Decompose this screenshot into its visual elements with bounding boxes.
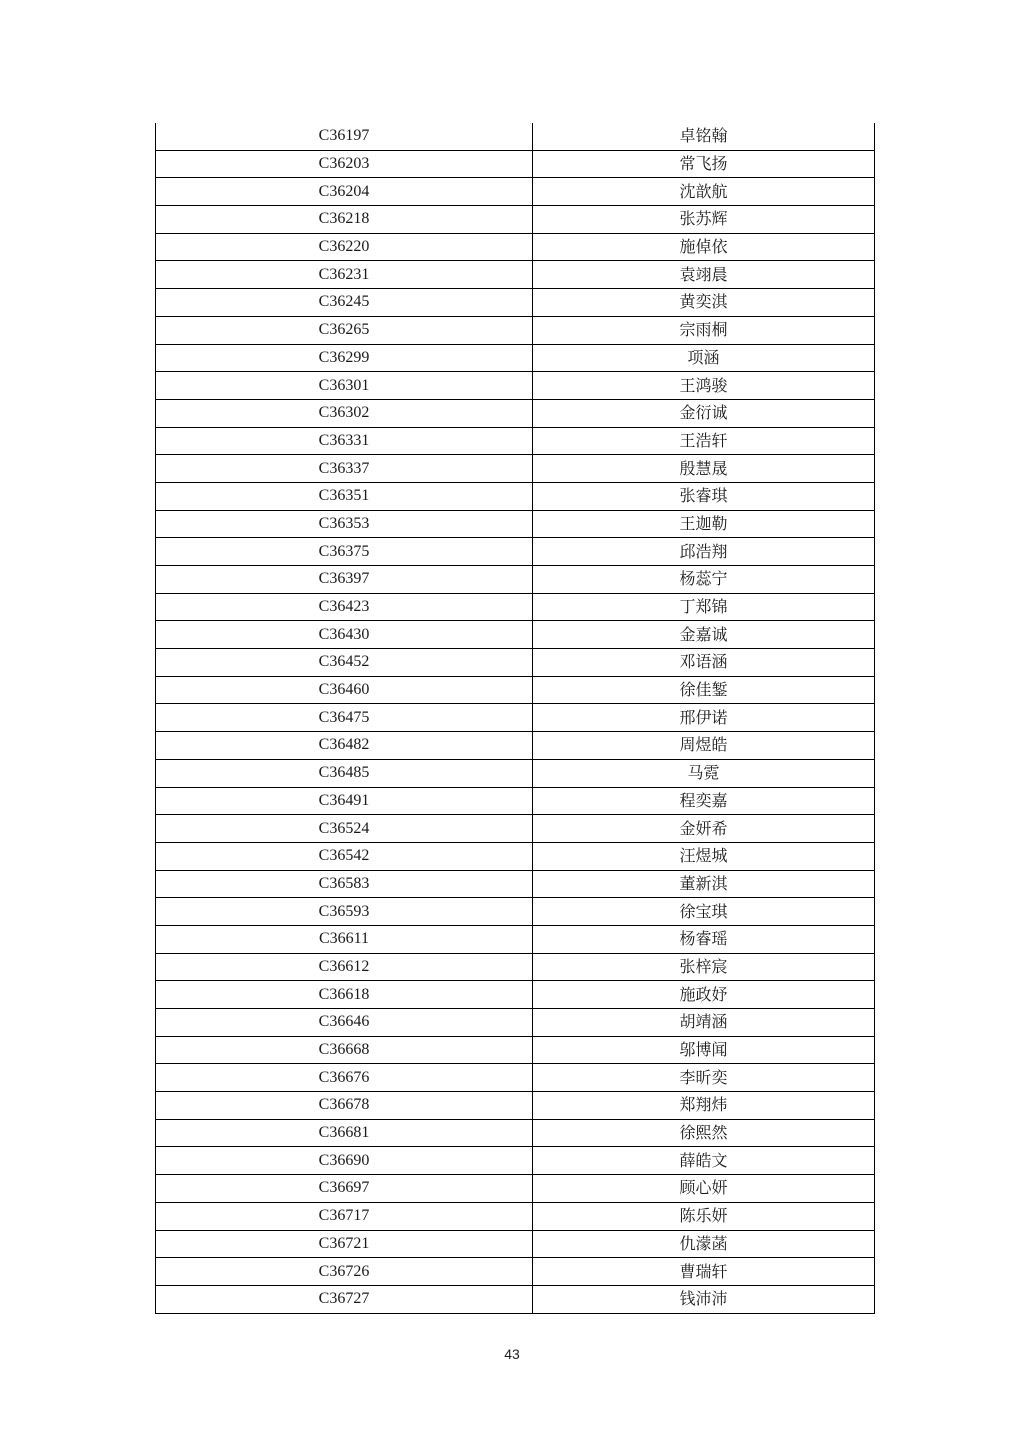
student-name-cell: 胡靖涵 [533,1009,875,1037]
table-row [156,1092,875,1120]
table-row [156,676,875,704]
student-name-cell: 常飞扬 [533,150,875,178]
student-id-cell: C36726 [156,1258,533,1286]
student-id-cell: C36593 [156,898,533,926]
table-row [156,233,875,261]
student-id-cell: C36220 [156,233,533,261]
table-row [156,1036,875,1064]
roster-table-container [155,123,874,1314]
table-row [156,732,875,760]
table-row [156,870,875,898]
student-name-cell: 张苏辉 [533,206,875,234]
student-name-cell: 邱浩翔 [533,538,875,566]
table-row [156,1175,875,1203]
student-name-cell: 丁郑锦 [533,593,875,621]
student-name-cell: 黄奕淇 [533,289,875,317]
student-id-cell: C36265 [156,316,533,344]
student-id-cell: C36697 [156,1175,533,1203]
student-id-cell: C36676 [156,1064,533,1092]
table-row [156,566,875,594]
table-row [156,178,875,206]
student-id-cell: C36337 [156,455,533,483]
student-name-cell: 袁翊晨 [533,261,875,289]
student-id-cell: C36727 [156,1285,533,1313]
page-number: 43 [504,1346,520,1362]
table-row [156,206,875,234]
student-name-cell: 李昕奕 [533,1064,875,1092]
student-id-cell: C36331 [156,427,533,455]
student-name-cell: 邢伊诺 [533,704,875,732]
table-row [156,482,875,510]
table-row [156,399,875,427]
student-id-cell: C36302 [156,399,533,427]
roster-table-body [156,123,875,1313]
table-row [156,150,875,178]
table-row [156,316,875,344]
student-name-cell: 王浩轩 [533,427,875,455]
table-row [156,704,875,732]
table-row [156,538,875,566]
student-id-cell: C36482 [156,732,533,760]
student-name-cell: 曹瑞轩 [533,1258,875,1286]
student-id-cell: C36245 [156,289,533,317]
student-name-cell: 钱沛沛 [533,1285,875,1313]
roster-table [155,123,875,1314]
student-name-cell: 项涵 [533,344,875,372]
student-name-cell: 陈乐妍 [533,1202,875,1230]
table-row [156,621,875,649]
table-row [156,372,875,400]
student-id-cell: C36646 [156,1009,533,1037]
table-row [156,344,875,372]
table-row [156,455,875,483]
table-row [156,925,875,953]
student-name-cell: 董新淇 [533,870,875,898]
student-name-cell: 徐熙然 [533,1119,875,1147]
student-name-cell: 杨蕊宁 [533,566,875,594]
student-id-cell: C36611 [156,925,533,953]
table-row [156,759,875,787]
table-row [156,1009,875,1037]
table-row [156,1119,875,1147]
table-row [156,1230,875,1258]
student-name-cell: 汪煜城 [533,842,875,870]
table-row [156,1258,875,1286]
student-name-cell: 沈歆航 [533,178,875,206]
table-row [156,289,875,317]
student-id-cell: C36485 [156,759,533,787]
student-id-cell: C36681 [156,1119,533,1147]
student-id-cell: C36690 [156,1147,533,1175]
student-name-cell: 卓铭翰 [533,123,875,150]
student-name-cell: 王鸿骏 [533,372,875,400]
student-id-cell: C36678 [156,1092,533,1120]
student-id-cell: C36475 [156,704,533,732]
student-id-cell: C36430 [156,621,533,649]
student-id-cell: C36301 [156,372,533,400]
student-name-cell: 徐宝琪 [533,898,875,926]
student-name-cell: 邬博闻 [533,1036,875,1064]
student-id-cell: C36542 [156,842,533,870]
student-id-cell: C36353 [156,510,533,538]
table-row [156,427,875,455]
student-id-cell: C36203 [156,150,533,178]
student-id-cell: C36231 [156,261,533,289]
student-id-cell: C36717 [156,1202,533,1230]
student-name-cell: 杨睿瑶 [533,925,875,953]
student-name-cell: 宗雨桐 [533,316,875,344]
table-row [156,649,875,677]
student-name-cell: 金嘉诚 [533,621,875,649]
table-row [156,842,875,870]
student-name-cell: 顾心妍 [533,1175,875,1203]
table-row [156,787,875,815]
student-name-cell: 王迦勒 [533,510,875,538]
student-name-cell: 殷慧晟 [533,455,875,483]
table-row [156,953,875,981]
student-id-cell: C36197 [156,123,533,150]
student-name-cell: 郑翔炜 [533,1092,875,1120]
student-id-cell: C36524 [156,815,533,843]
table-row [156,981,875,1009]
table-row [156,123,875,150]
student-id-cell: C36612 [156,953,533,981]
table-row [156,510,875,538]
student-id-cell: C36583 [156,870,533,898]
table-row [156,1202,875,1230]
table-row [156,593,875,621]
table-row [156,1285,875,1313]
student-name-cell: 马霓 [533,759,875,787]
student-name-cell: 周煜皓 [533,732,875,760]
student-name-cell: 张睿琪 [533,482,875,510]
student-id-cell: C36299 [156,344,533,372]
student-id-cell: C36491 [156,787,533,815]
student-name-cell: 金衍诚 [533,399,875,427]
student-name-cell: 施政妤 [533,981,875,1009]
table-row [156,261,875,289]
student-id-cell: C36375 [156,538,533,566]
student-id-cell: C36452 [156,649,533,677]
student-name-cell: 徐佳錾 [533,676,875,704]
student-id-cell: C36351 [156,482,533,510]
student-id-cell: C36721 [156,1230,533,1258]
table-row [156,1064,875,1092]
table-row [156,815,875,843]
student-id-cell: C36218 [156,206,533,234]
student-name-cell: 金妍希 [533,815,875,843]
student-id-cell: C36204 [156,178,533,206]
student-name-cell: 邓语涵 [533,649,875,677]
student-id-cell: C36397 [156,566,533,594]
student-name-cell: 薛皓文 [533,1147,875,1175]
student-name-cell: 施倬依 [533,233,875,261]
student-id-cell: C36460 [156,676,533,704]
student-id-cell: C36668 [156,1036,533,1064]
table-row [156,1147,875,1175]
student-name-cell: 仇濛菡 [533,1230,875,1258]
student-id-cell: C36618 [156,981,533,1009]
student-id-cell: C36423 [156,593,533,621]
student-name-cell: 张梓宸 [533,953,875,981]
student-name-cell: 程奕嘉 [533,787,875,815]
table-row [156,898,875,926]
